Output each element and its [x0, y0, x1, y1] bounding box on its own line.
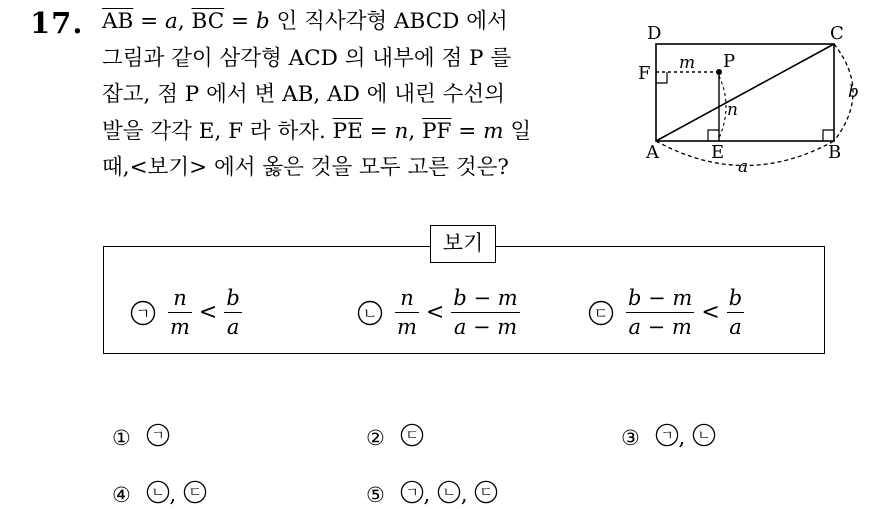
numerator: n [168, 284, 192, 313]
choice-number: ⑤ [366, 482, 392, 507]
choice-number: ③ [621, 425, 647, 450]
stem-segment: = [362, 118, 395, 144]
item-mark [130, 300, 156, 326]
choice-text [716, 423, 717, 424]
choice-text [207, 480, 208, 481]
svg-text:ㄷ: ㄷ [479, 485, 493, 502]
circled-jamo-icon [588, 300, 614, 326]
item-mark [588, 300, 614, 326]
choice-mark [692, 423, 716, 452]
bogi-item-1 [130, 284, 242, 344]
choice-mark [146, 480, 170, 509]
circled-jamo-icon [400, 423, 424, 447]
stem-segment: 일 [503, 118, 532, 144]
svg-text:ㄱ: ㄱ [659, 428, 674, 445]
choice-mark [437, 480, 461, 509]
less-than-sign: < [701, 300, 720, 325]
label-d: D [647, 23, 662, 44]
label-side-b: b [848, 82, 859, 102]
label-m: m [679, 53, 696, 73]
choice-separator: , [169, 482, 183, 507]
numerator: b [224, 284, 241, 313]
svg-text:ㄴ: ㄴ [150, 485, 165, 502]
label-c: C [830, 23, 844, 44]
choice-number: ④ [112, 482, 138, 507]
stem-segment: = [224, 9, 256, 34]
stem-segment: = [451, 118, 484, 144]
svg-text:ㄴ: ㄴ [442, 485, 456, 502]
choice-1[interactable] [112, 423, 170, 452]
stem-segment: , [408, 118, 423, 144]
figure-svg [632, 22, 866, 178]
stem-line-5: 때,<보기> 에서 옳은 것을 모두 고른 것은? [102, 155, 509, 180]
numerator: b − m [626, 284, 694, 313]
numerator: n [395, 284, 419, 313]
item-mark [357, 300, 383, 326]
right-angle-e [708, 130, 719, 141]
right-angle-f [656, 72, 667, 83]
right-angle-b [823, 130, 834, 141]
stem-line-1 [102, 4, 622, 41]
fraction-lhs [395, 284, 419, 341]
fraction-rhs [224, 284, 241, 341]
choice-number: ① [112, 425, 138, 450]
label-f: F [638, 63, 651, 84]
rectangle-figure [632, 22, 866, 178]
label-p: P [723, 51, 736, 72]
choice-4[interactable] [112, 480, 207, 509]
less-than-sign: < [425, 300, 445, 325]
choice-text [498, 480, 499, 481]
choice-separator: , [460, 482, 475, 507]
denominator: a − m [453, 315, 518, 339]
choice-3[interactable] [621, 423, 716, 452]
circled-jamo-icon [655, 423, 679, 447]
stem-segment: $\overline{BC}$ [191, 9, 225, 34]
label-side-a: a [738, 157, 749, 177]
choice-2[interactable] [366, 423, 424, 452]
fraction-rhs [727, 284, 744, 341]
fraction-lhs [626, 284, 694, 341]
stem-line-2: 그림과 같이 삼각형 ACD 의 내부에 점 P 를 [102, 45, 512, 71]
svg-text:ㄷ: ㄷ [593, 304, 609, 322]
numerator: b − m [451, 284, 519, 313]
fraction-lhs [168, 284, 192, 341]
choice-mark [183, 480, 207, 509]
bogi-item-2 [357, 284, 520, 344]
stem-line-3: 잡고, 점 P 에서 변 AB, AD 에 내린 수선의 [102, 82, 505, 107]
stem-segment: $\overline{AB}$ [102, 9, 134, 34]
stem-segment: 인 직사각형 ABCD 에서 [269, 9, 508, 34]
denominator: a [729, 315, 742, 339]
label-e: E [711, 142, 725, 163]
stem-segment: = [133, 9, 166, 34]
choice-mark [400, 480, 424, 509]
choice-text [170, 423, 171, 424]
fraction-rhs [451, 284, 519, 341]
circled-jamo-icon [146, 423, 170, 447]
label-b: B [828, 142, 842, 163]
svg-text:ㄷ: ㄷ [404, 428, 419, 445]
choice-5[interactable] [366, 480, 498, 509]
denominator: m [170, 315, 190, 339]
numerator: b [727, 284, 744, 313]
stem-segment: a [165, 9, 178, 34]
denominator: a [226, 315, 240, 339]
bogi-title: 보기 [430, 225, 496, 263]
stem-segment: $\overline{PE}$ [332, 118, 363, 144]
circled-jamo-icon [130, 300, 156, 326]
stem-segment: m [483, 118, 504, 144]
svg-text:ㄷ: ㄷ [188, 485, 202, 502]
label-a: A [646, 142, 659, 163]
svg-text:ㄱ: ㄱ [150, 428, 165, 445]
circled-jamo-icon [357, 300, 383, 326]
stem-line-4 [102, 114, 622, 151]
stem-segment: , [177, 9, 192, 34]
stem-segment: n [394, 118, 409, 144]
circled-jamo-icon [146, 480, 170, 504]
circled-jamo-icon [400, 480, 424, 504]
choice-mark [400, 423, 424, 452]
choice-mark [146, 423, 170, 452]
question-number: 17. [30, 6, 84, 40]
circled-jamo-icon [474, 480, 498, 504]
choice-number: ② [366, 425, 392, 450]
circled-jamo-icon [183, 480, 207, 504]
less-than-sign: < [198, 300, 218, 325]
choice-text [424, 423, 425, 424]
label-n: n [727, 100, 738, 120]
denominator: a − m [628, 315, 692, 339]
stem-segment: b [255, 9, 270, 34]
choice-separator: , [423, 482, 437, 507]
choice-separator: , [678, 425, 692, 450]
choice-mark [655, 423, 679, 452]
svg-text:ㄴ: ㄴ [362, 304, 378, 322]
question-stem [102, 4, 622, 187]
bogi-item-3 [588, 284, 744, 344]
svg-text:ㄴ: ㄴ [697, 428, 711, 445]
stem-segment: 발을 각각 E, F 라 하자. [102, 118, 333, 144]
point-p [716, 69, 722, 75]
svg-text:ㄱ: ㄱ [404, 485, 419, 502]
stem-segment: $\overline{PF}$ [422, 118, 452, 144]
choice-mark [474, 480, 498, 509]
denominator: m [397, 315, 417, 339]
svg-text:ㄱ: ㄱ [135, 304, 151, 322]
circled-jamo-icon [437, 480, 461, 504]
circled-jamo-icon [692, 423, 716, 447]
